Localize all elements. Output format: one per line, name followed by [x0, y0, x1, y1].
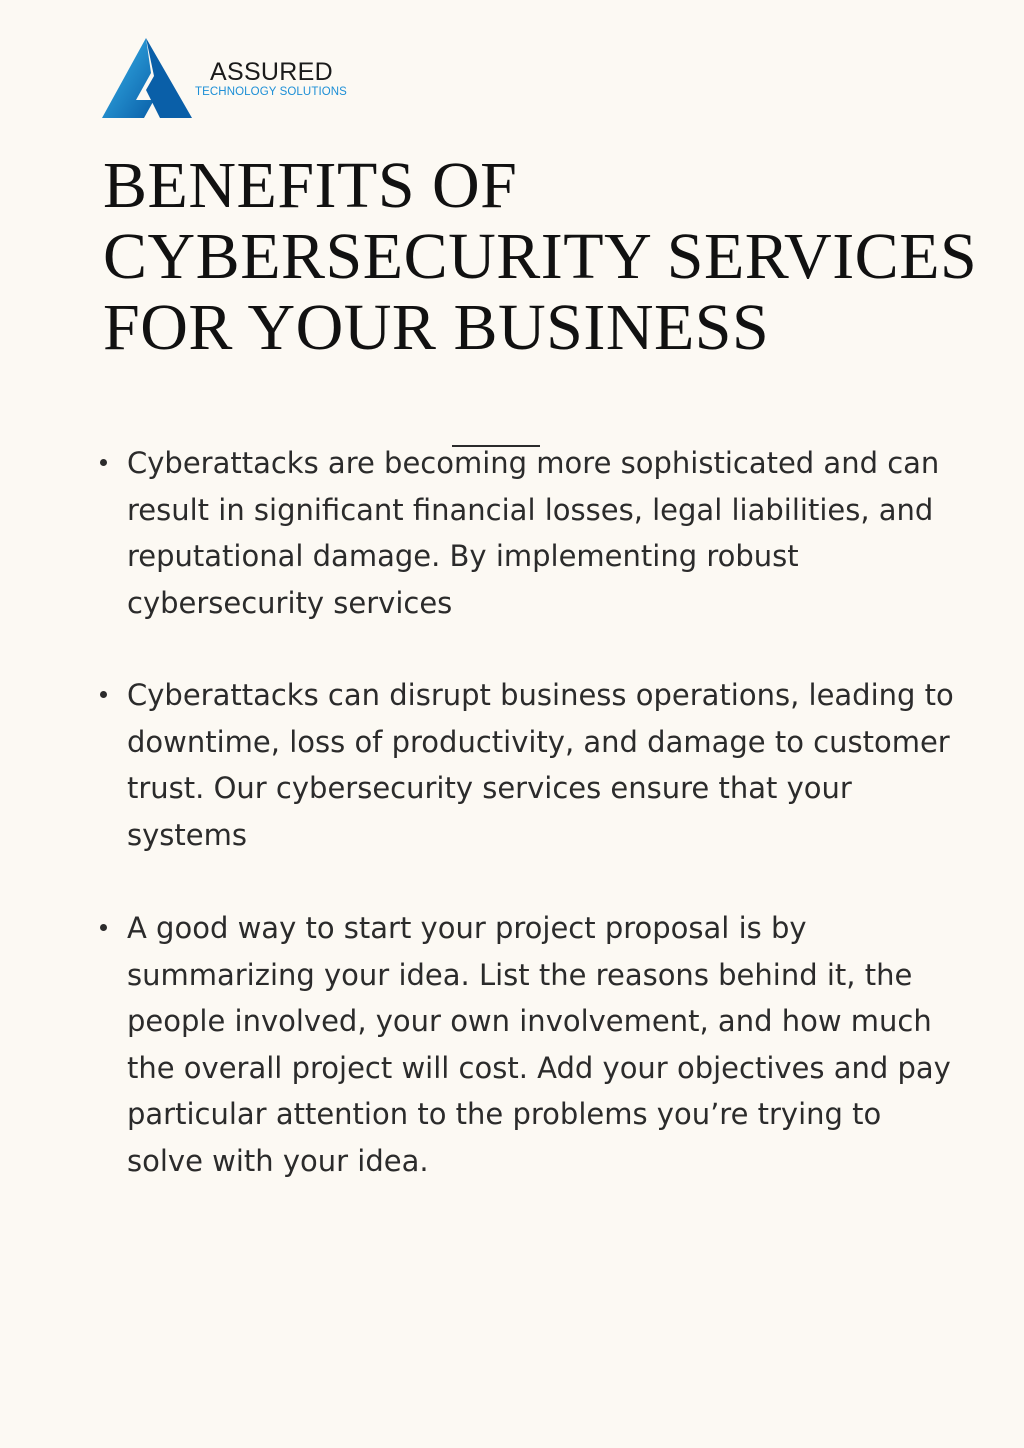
bullet-line: solve with your idea.	[127, 1143, 429, 1178]
title-line: BENEFITS OF	[103, 149, 518, 222]
bullet-line: A good way to start your project proposal is by	[127, 911, 807, 945]
title-line: CYBERSECURITY SERVICES	[103, 220, 978, 293]
bullet-line: downtime, loss of productivity, and damage to customer	[127, 724, 950, 759]
logo-tagline: TECHNOLOGY SOLUTIONS	[195, 86, 347, 98]
page-title	[103, 150, 1003, 363]
bullet-line: Cyberattacks can disrupt business operations, leading to	[127, 678, 954, 712]
title-line: FOR YOUR BUSINESS	[103, 291, 770, 364]
company-logo	[102, 38, 362, 120]
bullet-line: the overall project will cost. Add your objectives and pay	[127, 1050, 951, 1085]
bullet-dot-icon	[100, 924, 107, 931]
bullet-line: Cyberattacks are becoming more sophisticated and can	[127, 446, 940, 480]
bullet-line: result in significant financial losses, legal liabilities, and	[127, 492, 934, 527]
bullet-line: reputational damage. By implementing robust	[127, 539, 799, 573]
logo-name: ASSURED	[210, 58, 333, 86]
bullet-line: summarizing your idea. List the reasons behind it, the	[127, 957, 913, 992]
bullet-text	[127, 672, 987, 858]
bullet-line: trust. Our cybersecurity services ensure that your	[127, 771, 852, 805]
logo-triangle-icon	[102, 38, 192, 120]
bullet-text	[127, 440, 987, 626]
bullet-dot-icon	[100, 691, 107, 698]
bullet-line: particular attention to the problems you’re trying to	[127, 1097, 882, 1131]
bullet-line: systems	[127, 817, 247, 852]
bullet-dot-icon	[100, 459, 107, 466]
bullet-text	[127, 905, 987, 1184]
bullet-line: cybersecurity services	[127, 585, 453, 620]
bullet-line: people involved, your own involvement, and how much	[127, 1004, 932, 1038]
